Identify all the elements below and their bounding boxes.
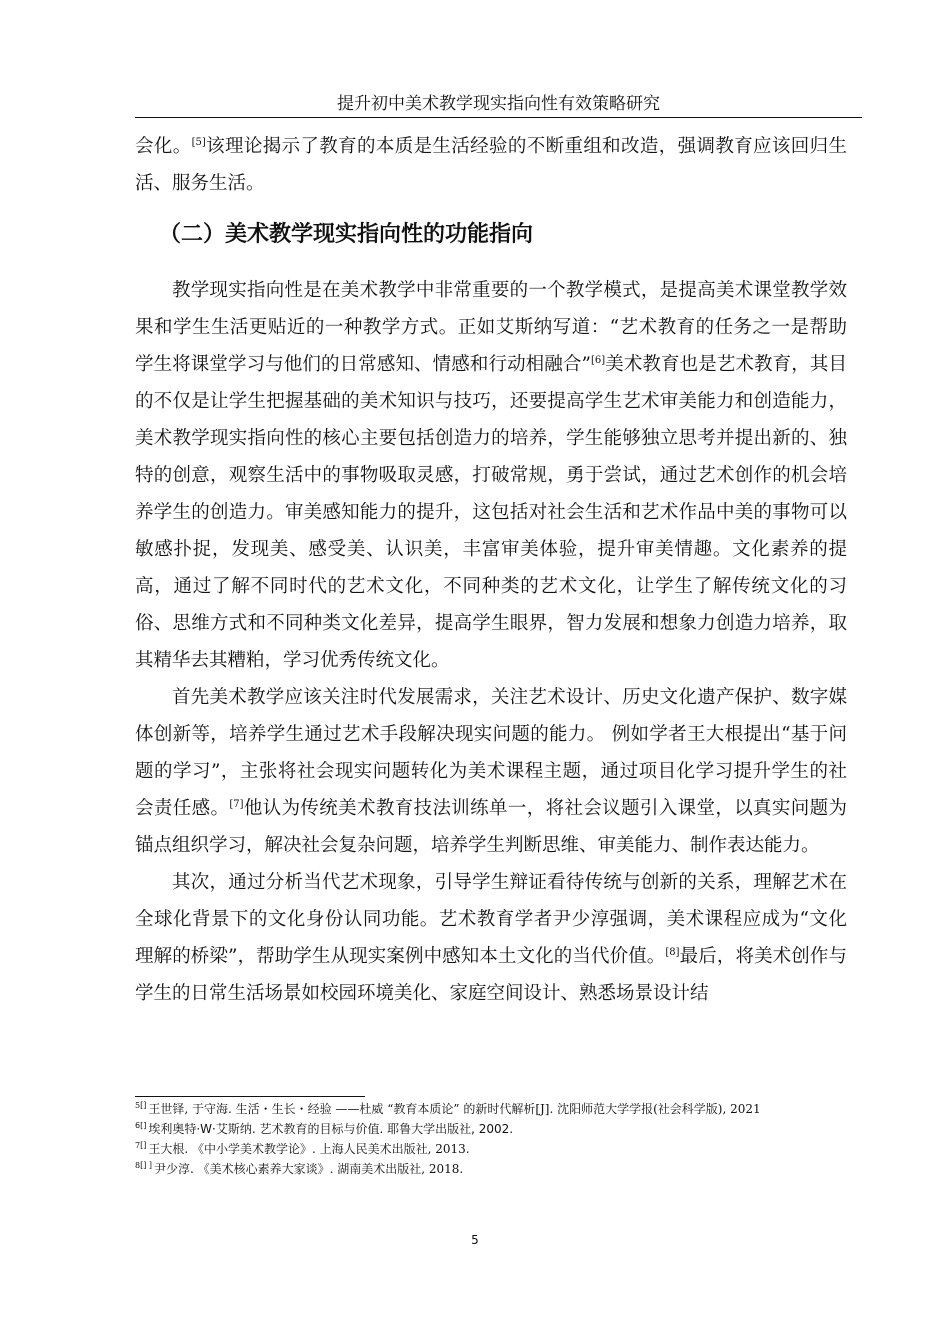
page-number: 5 (471, 1233, 479, 1247)
footnote-mark: 6[] (135, 1121, 147, 1130)
paragraph (135, 864, 847, 1012)
footnote-mark: 8[] ] (135, 1161, 152, 1170)
paragraph-continued (135, 128, 847, 202)
paragraph (135, 679, 847, 864)
paragraph (135, 272, 847, 679)
footnotes (135, 1100, 847, 1180)
paragraph-text: 该理论揭示了教育的本质是生活经验的不断重组和改造，强调教育应该回归生活、服务生活。 (135, 136, 847, 194)
paragraph-text: 最后，将美术创作与学生的日常生活场景如校园环境美化、家庭空间设计、熟悉场景设计结 (135, 946, 847, 1004)
footnote-text: 王大根. 《中小学美术教学论》. 上海人民美术出版社, 2013. (148, 1142, 470, 1156)
footnote-mark: 5[] (135, 1101, 147, 1110)
paragraph-text: 其次，通过分析当代艺术现象，引导学生辩证看待传统与创新的关系，理解艺术在全球化背景下的文化身份认同功能。艺术教育学者尹少淳强调，美术课程应成为“文化理解的桥梁”，帮助学生从现实案例中感知本土文化的当代价值。 (135, 872, 847, 967)
section-heading: （二）美术教学现实指向性的功能指向 (159, 222, 534, 247)
footnote (135, 1140, 847, 1158)
paragraph-text: 教学现实指向性是在美术教学中非常重要的一个教学模式，是提高美术课堂教学效果和学生生活更贴近的一种教学方式。正如艾斯纳写道：“艺术教育的任务之一是帮助学生将课堂学习与他们的日常感知、情感和行动相融合” (135, 280, 847, 375)
footnote (135, 1100, 847, 1118)
footnote (135, 1120, 847, 1138)
paragraph-text: 美术教育也是艺术教育，其目的不仅是让学生把握基础的美术知识与技巧，还要提高学生艺术审美能力和创造能力，美术教学现实指向性的核心主要包括创造力的培养，学生能够独立思考并提出新的、独特的创意，观察生活中的事物吸取灵感，打破常规，勇于尝试，通过艺术创作的机会培养学生的创造力。审美感知能力的提升，这包括对社会生活和艺术作品中美的事物可以敏感扑捉，发现美、感受美、认识美，丰富审美体验，提升审美情趣。文化素养的提高，通过了解不同时代的艺术文化，不同种类的艺术文化，让学生了解传统文化的习俗、思维方式和不同种类文化差异，提高学生眼界，智力发展和想象力创造力培养，取其精华去其糟粕，学习优秀传统文化。 (135, 354, 847, 671)
footnote (135, 1160, 847, 1178)
footnote-text: 王世铎, 于守海. 生活・生长・经验 ——杜威 “教育本质论” 的新时代解析[J]. 沈阳师范大学学报(社会科学版), 2021 (148, 1102, 761, 1116)
running-header-title: 提升初中美术教学现实指向性有效策略研究 (337, 94, 660, 114)
paragraph-text: 首先美术教学应该关注时代发展需求，关注艺术设计、历史文化遗产保护、数字媒体创新等，培养学生通过艺术手段解决现实问题的能力。 例如学者王大根提出“基于问题的学习”，主张将社会现实问题转化为美术课程主题，通过项目化学习提升学生的社会责任感。 (135, 687, 847, 819)
footnote-text: 尹少淳. 《美术核心素养大家谈》. 湖南美术出版社, 2018. (154, 1162, 464, 1176)
citation-mark: [7] (229, 798, 244, 810)
footnote-divider (135, 1096, 365, 1097)
paragraph-text: 会化。 (135, 136, 192, 157)
citation-mark: [8] (665, 946, 680, 958)
body-text (135, 128, 847, 1012)
header-divider (135, 117, 862, 118)
footnote-text: 埃利奥特·W·艾斯纳. 艺术教育的目标与价值. 耶鲁大学出版社, 2002. (148, 1122, 514, 1136)
citation-mark: [5] (191, 136, 206, 148)
paragraph-text: 他认为传统美术教育技法训练单一，将社会议题引入课堂，以真实问题为锚点组织学习，解决社会复杂问题，培养学生判断思维、审美能力、制作表达能力。 (135, 798, 847, 856)
footnote-mark: 7[] (135, 1141, 147, 1150)
citation-mark: [6] (590, 354, 606, 366)
